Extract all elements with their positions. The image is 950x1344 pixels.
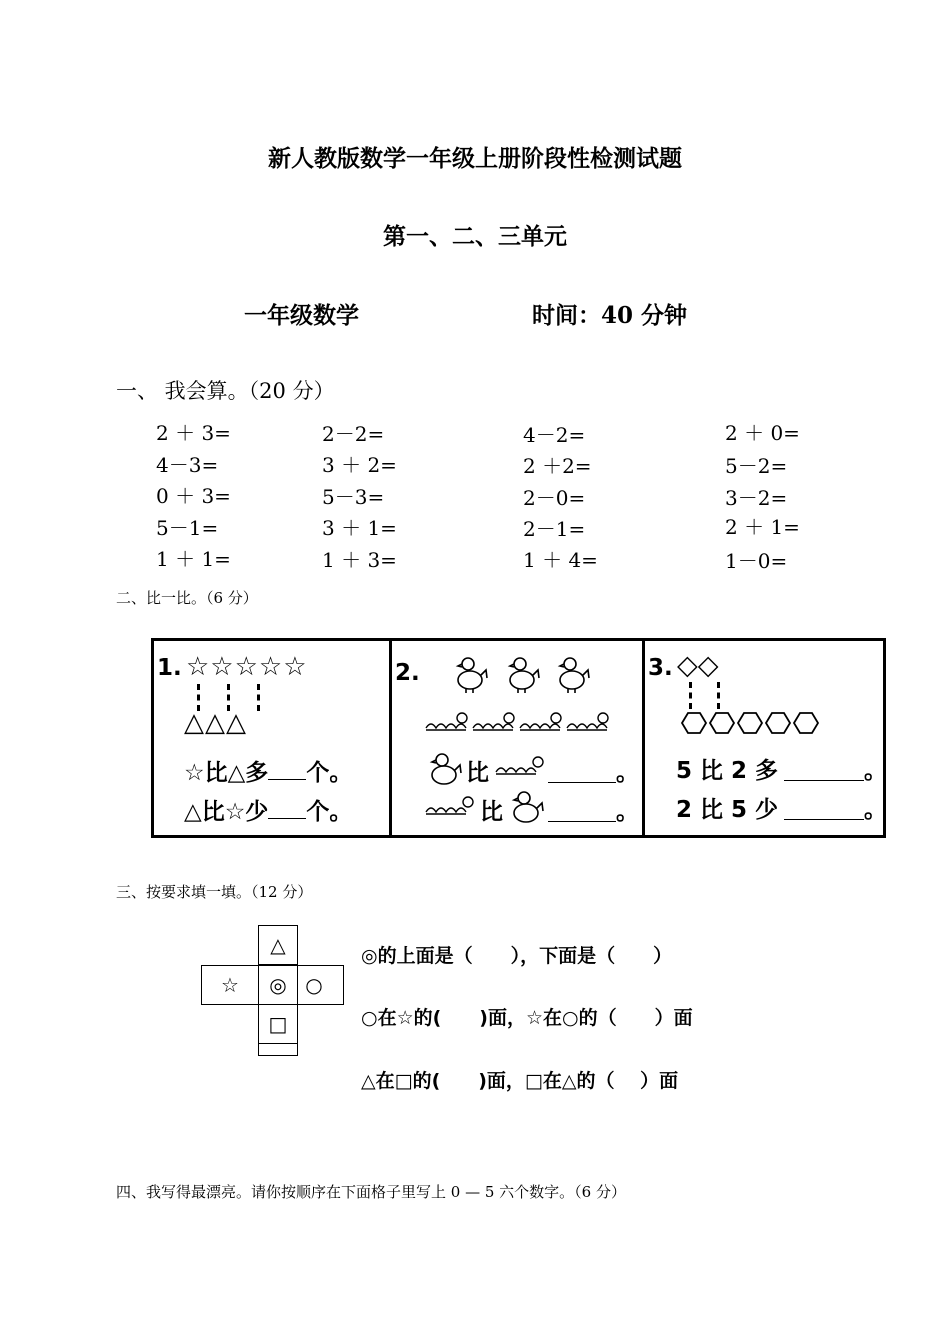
answer-blank[interactable]	[784, 801, 864, 820]
triangle-row: △△△	[184, 708, 247, 738]
star-row: ☆☆☆☆☆	[186, 652, 308, 682]
caterpillar-row	[424, 708, 614, 738]
grid-cell-left: ☆	[221, 973, 239, 997]
panel-number: 2.	[395, 660, 420, 686]
chicken-icon	[506, 786, 546, 826]
fill-line-1: ◎的上面是（ ），下面是（ ）	[361, 945, 673, 967]
dash-line	[197, 684, 200, 711]
compare-text: 。	[616, 799, 639, 825]
panel-divider	[642, 638, 645, 838]
answer-blank[interactable]	[548, 803, 616, 822]
calc-item: 1 ＋ 4=	[523, 548, 598, 572]
calc-item: 2－1=	[523, 517, 586, 541]
compare-text: 个。	[306, 760, 353, 786]
diamond-row: ◇◇	[677, 650, 719, 681]
compare-text: 个。	[306, 799, 353, 825]
caterpillar-icon	[520, 713, 561, 730]
compare-text: 比	[466, 760, 489, 786]
dash-line	[257, 684, 260, 711]
panel-number: 3.	[648, 655, 673, 681]
answer-blank[interactable]	[548, 764, 616, 783]
calc-item: 2 ＋ 3=	[156, 421, 231, 445]
calc-item: 1 ＋ 3=	[322, 548, 397, 572]
calc-item: 3－2=	[725, 486, 788, 510]
calc-item: 2－0=	[523, 486, 586, 510]
dash-line	[227, 684, 230, 711]
chicken-row	[450, 652, 590, 694]
calc-item: 2 ＋2=	[523, 454, 592, 478]
chicken-icon	[510, 658, 539, 693]
section4-heading: 四、我写得最漂亮。请你按顺序在下面格子里写上 0 — 5 六个数字。（6 分）	[116, 1183, 626, 1201]
page-title: 新人教版数学一年级上册阶段性检测试题	[268, 145, 682, 172]
fill-line-2: ○在☆的( )面，☆在○的（ ）面	[361, 1007, 693, 1029]
compare-text: 。	[864, 797, 887, 823]
compare-text: 比	[480, 799, 503, 825]
caterpillar-icon	[567, 713, 608, 730]
calc-item: 3 ＋ 1=	[322, 516, 397, 540]
panel-divider	[389, 638, 392, 838]
caterpillar-icon	[424, 792, 479, 822]
calc-item: 2 ＋ 1=	[725, 515, 800, 539]
calc-item: 3 ＋ 2=	[322, 453, 397, 477]
answer-blank[interactable]	[268, 761, 306, 780]
compare-text: 。	[616, 760, 639, 786]
calc-item: 0 ＋ 3=	[156, 484, 231, 508]
dash-line	[717, 682, 720, 709]
calc-item: 2 ＋ 0=	[725, 421, 800, 445]
compare-text: △比☆少	[184, 799, 269, 825]
page-subtitle: 第一、二、三单元	[383, 223, 567, 250]
hexagon-row	[676, 708, 821, 738]
compare-text: ☆比△多	[184, 760, 269, 786]
caterpillar-icon	[494, 752, 549, 782]
calc-item: 5－2=	[725, 454, 788, 478]
grid-cell-extra	[258, 1043, 298, 1056]
hexagon-icon	[794, 713, 818, 733]
chicken-icon	[424, 748, 466, 788]
calc-item: 4－2=	[523, 423, 586, 447]
chicken-icon	[560, 658, 589, 693]
panel-number: 1.	[157, 655, 182, 681]
grade-label: 一年级数学	[244, 302, 359, 329]
section3-heading: 三、按要求填一填。（12 分）	[116, 883, 313, 901]
time-label: 时间：40 分钟	[532, 302, 688, 329]
calc-item: 5－1=	[156, 516, 219, 540]
calc-item: 1 ＋ 1=	[156, 547, 231, 571]
grid-cell-top: △	[258, 925, 298, 965]
grid-cell-right: ○	[305, 973, 323, 997]
section1-heading: 一、 我会算。（20 分）	[116, 379, 335, 403]
calc-item: 4－3=	[156, 453, 219, 477]
calc-item: 5－3=	[322, 485, 385, 509]
hexagon-icon	[738, 713, 762, 733]
fill-line-3: △在□的( )面，□在△的（ ）面	[361, 1070, 679, 1092]
compare-text: 5 比 2 多	[676, 758, 779, 784]
answer-blank[interactable]	[268, 800, 306, 819]
caterpillar-icon	[426, 713, 467, 730]
section2-heading: 二、比一比。（6 分）	[116, 589, 258, 607]
answer-blank[interactable]	[784, 762, 864, 781]
chicken-icon	[458, 658, 487, 693]
caterpillar-icon	[473, 713, 514, 730]
compare-text: 2 比 5 少	[676, 797, 779, 823]
hexagon-icon	[766, 713, 790, 733]
calc-item: 1－0=	[725, 549, 788, 573]
calc-item: 2－2=	[322, 422, 385, 446]
hexagon-icon	[710, 713, 734, 733]
grid-cell-bottom: □	[258, 1004, 298, 1044]
dash-line	[689, 682, 692, 709]
compare-text: 。	[864, 758, 887, 784]
grid-cell-center: ◎	[258, 965, 298, 1005]
hexagon-icon	[682, 713, 706, 733]
